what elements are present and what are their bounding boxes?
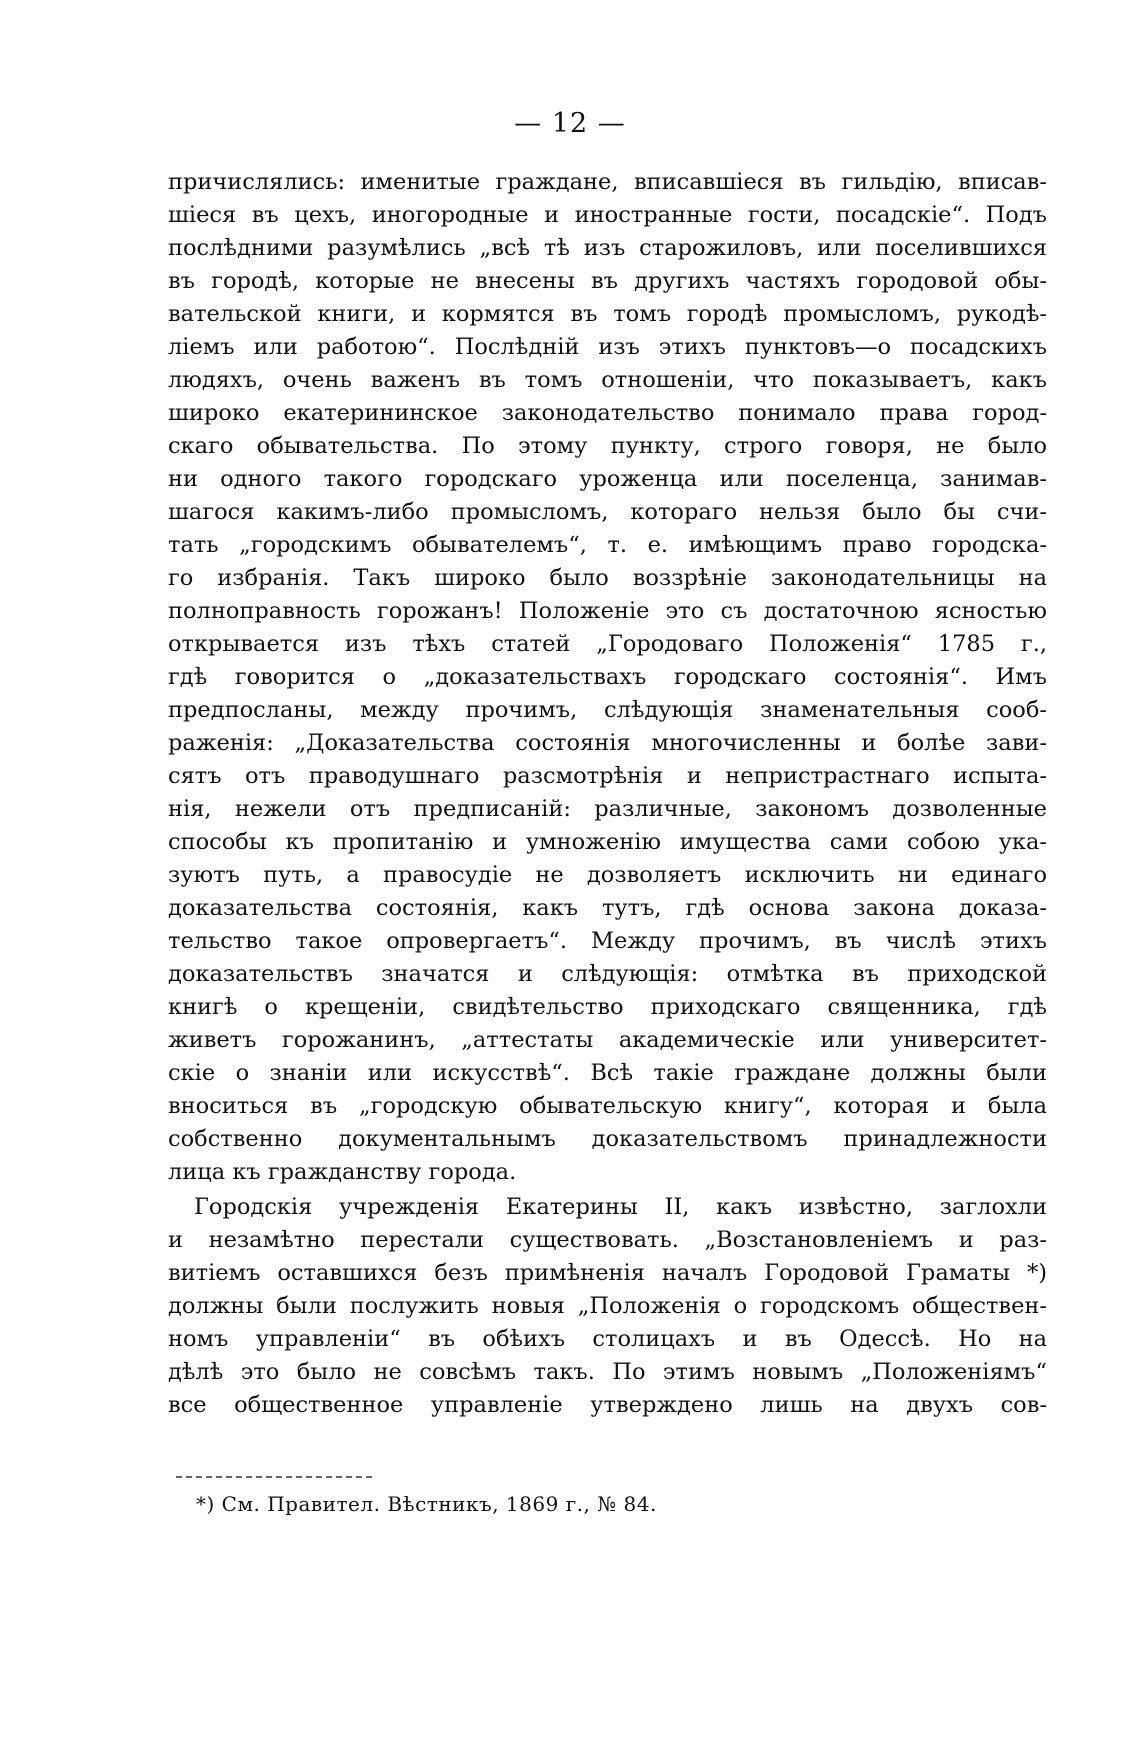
text-line: скіе о знаніи или искусствѣ“. Всѣ такіе граждане должны были	[168, 1060, 1047, 1086]
text-line: вноситься въ „городскую обывательскую книгу“, которая и была	[168, 1093, 1047, 1119]
text-line: дѣлѣ это было не совсѣмъ такъ. По этимъ новымъ „Положеніямъ“	[168, 1359, 1047, 1385]
page-number: — 12 —	[514, 108, 626, 139]
text-line: тельство такое опровергаетъ“. Между прочимъ, въ числѣ этихъ	[168, 928, 1047, 954]
text-line: живетъ горожанинъ, „аттестаты академическіе или университет-	[168, 1027, 1047, 1053]
text-line: все общественное управленіе утверждено лишь на двухъ сов-	[168, 1392, 1047, 1418]
text-line: гдѣ говорится о „доказательствахъ городскаго состоянія“. Имъ	[168, 664, 1047, 690]
text-line: зуютъ путь, а правосудіе не дозволяетъ исключить ни единаго	[168, 862, 1047, 888]
text-line: открывается изъ тѣхъ статей „Городоваго Положенія“ 1785 г.,	[168, 631, 1047, 657]
text-line: полноправность горожанъ! Положеніе это съ достаточною ясностью	[168, 598, 1047, 624]
text-line: и незамѣтно перестали существовать. „Возстановленіемъ и раз-	[168, 1227, 1047, 1253]
text-line: сятъ отъ праводушнаго разсмотрѣнія и непристрастнаго испыта-	[168, 763, 1047, 789]
text-line: книгѣ о крещеніи, свидѣтельство приходскаго священника, гдѣ	[168, 994, 1047, 1020]
text-line: тать „городскимъ обывателемъ“, т. е. имѣющимъ право городска-	[168, 532, 1047, 558]
footnote: *) См. Правител. Вѣстникъ, 1869 г., № 84.	[196, 1492, 657, 1516]
footnote-rule	[176, 1476, 372, 1478]
text-line: ни одного такого городскаго уроженца или поселенца, занимав-	[168, 466, 1047, 492]
text-line: послѣдними разумѣлись „всѣ тѣ изъ старожиловъ, или поселившихся	[168, 235, 1047, 261]
text-line: ліемъ или работою“. Послѣдній изъ этихъ пунктовъ—о посадскихъ	[168, 334, 1047, 360]
text-line: шагося какимъ-либо промысломъ, котораго нельзя было бы счи-	[168, 499, 1047, 525]
text-line: витіемъ оставшихся безъ примѣненія началъ Городовой Граматы *)	[168, 1260, 1047, 1286]
text-line: въ городѣ, которые не внесены въ другихъ частяхъ городовой обы-	[168, 268, 1047, 294]
text-line: лица къ гражданству города.	[168, 1159, 517, 1185]
text-line: номъ управленіи“ въ обѣихъ столицахъ и въ Одессѣ. Но на	[168, 1326, 1047, 1352]
text-line: скаго обывательства. По этому пункту, строго говоря, не было	[168, 433, 1047, 459]
text-line: раженія: „Доказательства состоянія многочисленны и болѣе зави-	[168, 730, 1047, 756]
text-line: доказательства состоянія, какъ тутъ, гдѣ основа закона доказа-	[168, 895, 1047, 921]
text-line: Городскія учрежденія Екатерины II, какъ извѣстно, заглохли	[194, 1194, 1047, 1220]
text-line: го избранія. Такъ широко было воззрѣніе законодательницы на	[168, 565, 1047, 591]
text-line: вательской книги, и кормятся въ томъ городѣ промысломъ, рукодѣ-	[168, 301, 1047, 327]
text-line: доказательствъ значатся и слѣдующія: отмѣтка въ приходской	[168, 961, 1047, 987]
text-line: причислялись: именитые граждане, вписавшіеся въ гильдію, вписав-	[168, 169, 1047, 195]
text-line: предпосланы, между прочимъ, слѣдующія знаменательныя сооб-	[168, 697, 1047, 723]
text-line: широко екатерининское законодательство понимало права город-	[168, 400, 1047, 426]
text-line: шіеся въ цехъ, иногородные и иностранные гости, посадскіе“. Подъ	[168, 202, 1047, 228]
text-line: нія, нежели отъ предписаній: различные, закономъ дозволенные	[168, 796, 1047, 822]
text-line: людяхъ, очень важенъ въ томъ отношеніи, что показываетъ, какъ	[168, 367, 1047, 393]
text-line: должны были послужить новыя „Положенія о городскомъ обществен-	[168, 1293, 1047, 1319]
text-line: собственно документальнымъ доказательствомъ принадлежности	[168, 1126, 1047, 1152]
text-line: способы къ пропитанію и умноженію имущества сами собою ука-	[168, 829, 1047, 855]
body-text	[168, 166, 1047, 1422]
